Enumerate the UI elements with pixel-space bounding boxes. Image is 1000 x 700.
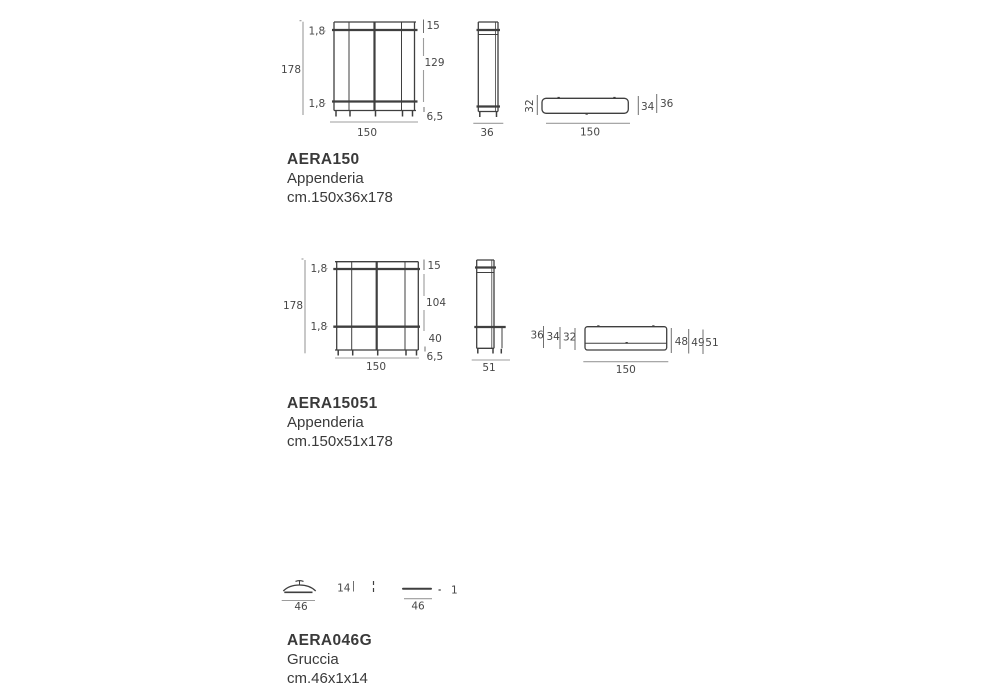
product-size: cm.150x36x178 xyxy=(287,189,393,206)
dim-aera150-depth: 36 xyxy=(480,127,494,139)
aera150-front-view xyxy=(332,22,418,117)
dim-aera15051-topview-left-0: 36 xyxy=(530,329,544,342)
product-code: AERA15051 xyxy=(287,395,378,412)
dim-aera046g-topview-width: 46 xyxy=(411,600,425,613)
hanger-arc xyxy=(283,585,315,591)
aera150-side-dimensions xyxy=(473,123,503,139)
aera15051-side-view xyxy=(474,260,505,354)
dim-aera15051-topview-right-2: 51 xyxy=(705,337,719,349)
dim-aera15051-bar-bottom: 1,8 xyxy=(310,321,328,333)
dim-aera15051-mid-section: 104 xyxy=(426,297,447,309)
aera15051-drawing xyxy=(280,250,730,380)
dim-aera150-width: 150 xyxy=(356,127,378,139)
product-info-aera046g xyxy=(287,631,372,688)
dim-aera15051-top-section: 15 xyxy=(427,260,441,272)
aera150-side-view xyxy=(477,22,501,117)
dim-aera150-topview-mid: 34 xyxy=(641,101,655,113)
dim-aera15051-depth: 51 xyxy=(482,362,496,374)
aera046g-drawing xyxy=(275,575,470,620)
aera150-drawing xyxy=(280,10,690,145)
dim-aera150-total-height: 178 xyxy=(280,64,301,76)
dim-aera150-top-section: 15 xyxy=(426,20,440,32)
dim-aera046g-thickness: 1 xyxy=(451,584,458,597)
dim-aera15051-topview-right-0: 48 xyxy=(674,336,689,348)
dim-aera150-topview-outer: 36 xyxy=(660,98,674,110)
dim-aera15051-width: 150 xyxy=(365,361,387,373)
dim-aera046g-width: 46 xyxy=(294,601,308,613)
aera046g-front-view xyxy=(283,581,315,593)
product-size: cm.150x51x178 xyxy=(287,433,393,450)
aera15051-top-view xyxy=(531,326,719,376)
dim-aera15051-bar-top: 1,8 xyxy=(310,263,328,275)
aera15051-front-view xyxy=(333,262,420,356)
dim-aera15051-foot-height: 6,5 xyxy=(426,351,444,363)
dim-aera150-bar-top: 1,8 xyxy=(308,25,326,38)
aera150-front-dimensions xyxy=(281,20,445,140)
dim-aera150-foot-height: 6,5 xyxy=(426,111,444,123)
product-size: cm.46x1x14 xyxy=(287,670,368,687)
aera15051-topview-outline xyxy=(585,327,667,350)
dim-aera15051-topview-right-1: 49 xyxy=(691,337,705,349)
product-info-aera150 xyxy=(287,150,393,207)
dim-aera15051-topview-width: 150 xyxy=(615,364,636,376)
aera046g-top-view xyxy=(403,585,458,613)
product-category: Appenderia xyxy=(287,414,364,431)
product-code: AERA046G xyxy=(287,632,373,649)
dim-aera15051-topview-left-2: 32 xyxy=(563,331,577,344)
dim-aera150-mid-section: 129 xyxy=(424,57,445,69)
dim-aera15051-topview-left-1: 34 xyxy=(546,331,560,343)
product-category: Appenderia xyxy=(287,170,364,187)
dim-aera046g-height: 14 xyxy=(337,582,351,595)
dim-aera15051-shelf-height: 40 xyxy=(428,333,442,345)
dim-aera15051-total-height: 178 xyxy=(282,300,303,312)
product-category: Gruccia xyxy=(287,651,339,668)
aera15051-side-dimensions xyxy=(472,360,510,374)
dim-aera150-topview-depth: 32 xyxy=(524,99,536,113)
product-code: AERA150 xyxy=(287,151,360,168)
aera15051-front-dimensions xyxy=(283,259,446,373)
aera150-topview-outline xyxy=(542,98,628,113)
dim-aera150-topview-width: 150 xyxy=(579,126,601,139)
dim-aera150-bar-bottom: 1,8 xyxy=(308,98,326,110)
aera150-top-view xyxy=(524,94,674,139)
product-info-aera15051 xyxy=(287,394,393,451)
